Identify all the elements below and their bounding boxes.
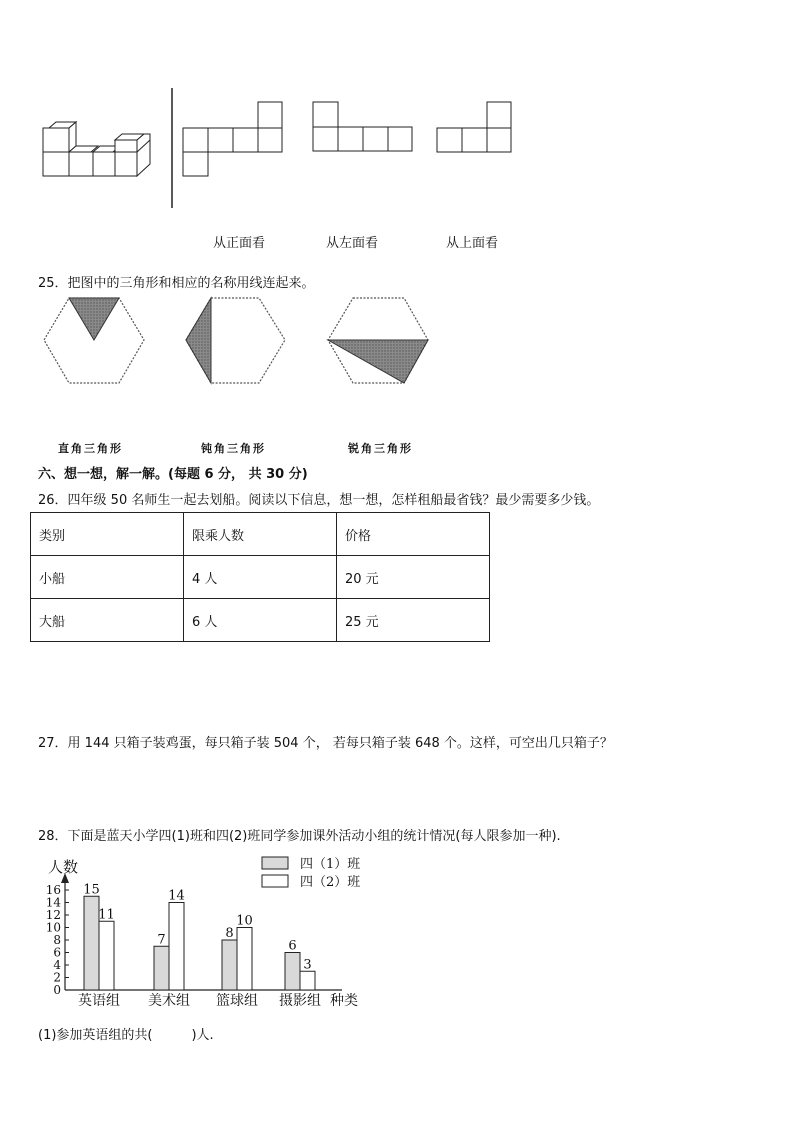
view-label-front: 从正面看 (213, 236, 266, 251)
q27-question: 27．用 144 只箱子装鸡蛋，每只箱子装 504 个， 若每只箱子装 648 个。这样，可空出几只箱子？ (38, 736, 613, 751)
boat-table (30, 512, 490, 642)
y-tick-label: 8 (53, 933, 61, 947)
table-cell: 大船 (31, 599, 184, 642)
label-obtuse-triangle: 钝角三角形 (201, 442, 266, 455)
y-tick-label: 16 (45, 883, 61, 897)
y-tick-label: 0 (53, 983, 61, 997)
x-tick-label: 英语组 (78, 993, 120, 1009)
cube-stack-3d (43, 122, 150, 176)
bar (84, 896, 99, 990)
data-label: 14 (168, 888, 185, 904)
hexagon-right-triangle (44, 298, 144, 383)
y-tick-label: 14 (45, 895, 61, 910)
table-row (31, 599, 490, 642)
bar (300, 971, 315, 990)
table-header: 类别 (31, 513, 184, 556)
table-header: 价格 (337, 513, 490, 556)
legend-swatch (262, 857, 288, 869)
hexagon-obtuse-triangle (186, 298, 285, 383)
front-view (183, 102, 282, 176)
y-tick-label: 4 (53, 958, 61, 972)
bar (99, 921, 114, 990)
top-view (437, 102, 511, 152)
data-label: 15 (83, 882, 100, 898)
legend-label: 四（1）班 (300, 857, 361, 872)
bar (285, 953, 300, 991)
table-cell: 25 元 (337, 599, 490, 642)
q26-question: 26．四年级 50 名师生一起去划船。阅读以下信息，想一想，怎样租船最省钱？最少需要多少钱。 (38, 493, 600, 508)
left-view (313, 102, 412, 151)
table-cell: 小船 (31, 556, 184, 599)
table-row (31, 556, 490, 599)
bar (222, 940, 237, 990)
q28-sub1: (1)参加英语组的共( )人. (38, 1028, 214, 1043)
y-tick-label: 2 (53, 970, 61, 985)
x-tick-label: 篮球组 (216, 993, 258, 1009)
table-header: 限乘人数 (184, 513, 337, 556)
y-tick-label: 10 (45, 920, 61, 935)
label-right-triangle: 直角三角形 (58, 442, 123, 455)
bar (154, 946, 169, 990)
legend-label: 四（2）班 (300, 875, 361, 890)
bar-chart (0, 845, 420, 1015)
bar (169, 903, 184, 991)
x-tick-label: 美术组 (148, 993, 190, 1009)
section-title: 六、想一想，解一解。(每题 6 分， 共 30 分) (38, 467, 308, 482)
bar (237, 928, 252, 991)
q25-question: 25．把图中的三角形和相应的名称用线连起来。 (38, 276, 315, 291)
data-label: 7 (157, 932, 166, 948)
q24-figures (0, 80, 560, 220)
hexagon-acute-triangle (328, 298, 428, 383)
data-label: 10 (236, 913, 253, 929)
label-acute-triangle: 锐角三角形 (348, 442, 413, 455)
table-cell: 4 人 (184, 556, 337, 599)
view-label-top: 从上面看 (446, 236, 499, 251)
q25-hexagons (0, 290, 460, 400)
table-cell: 20 元 (337, 556, 490, 599)
table-cell: 6 人 (184, 599, 337, 642)
legend-swatch (262, 875, 288, 887)
x-tick-label: 摄影组 (279, 993, 321, 1009)
table-header-row (31, 513, 490, 556)
y-tick-label: 6 (53, 945, 61, 960)
view-label-left: 从左面看 (326, 236, 379, 251)
data-label: 6 (288, 938, 297, 954)
y-axis-label: 人数 (48, 858, 79, 876)
data-label: 8 (225, 926, 234, 941)
q28-question: 28．下面是蓝天小学四(1)班和四(2)班同学参加课外活动小组的统计情况(每人限参加一种). (38, 829, 561, 844)
y-tick-label: 12 (45, 908, 61, 922)
x-axis-label: 种类 (330, 993, 358, 1009)
data-label: 11 (98, 907, 115, 923)
data-label: 3 (303, 957, 312, 973)
